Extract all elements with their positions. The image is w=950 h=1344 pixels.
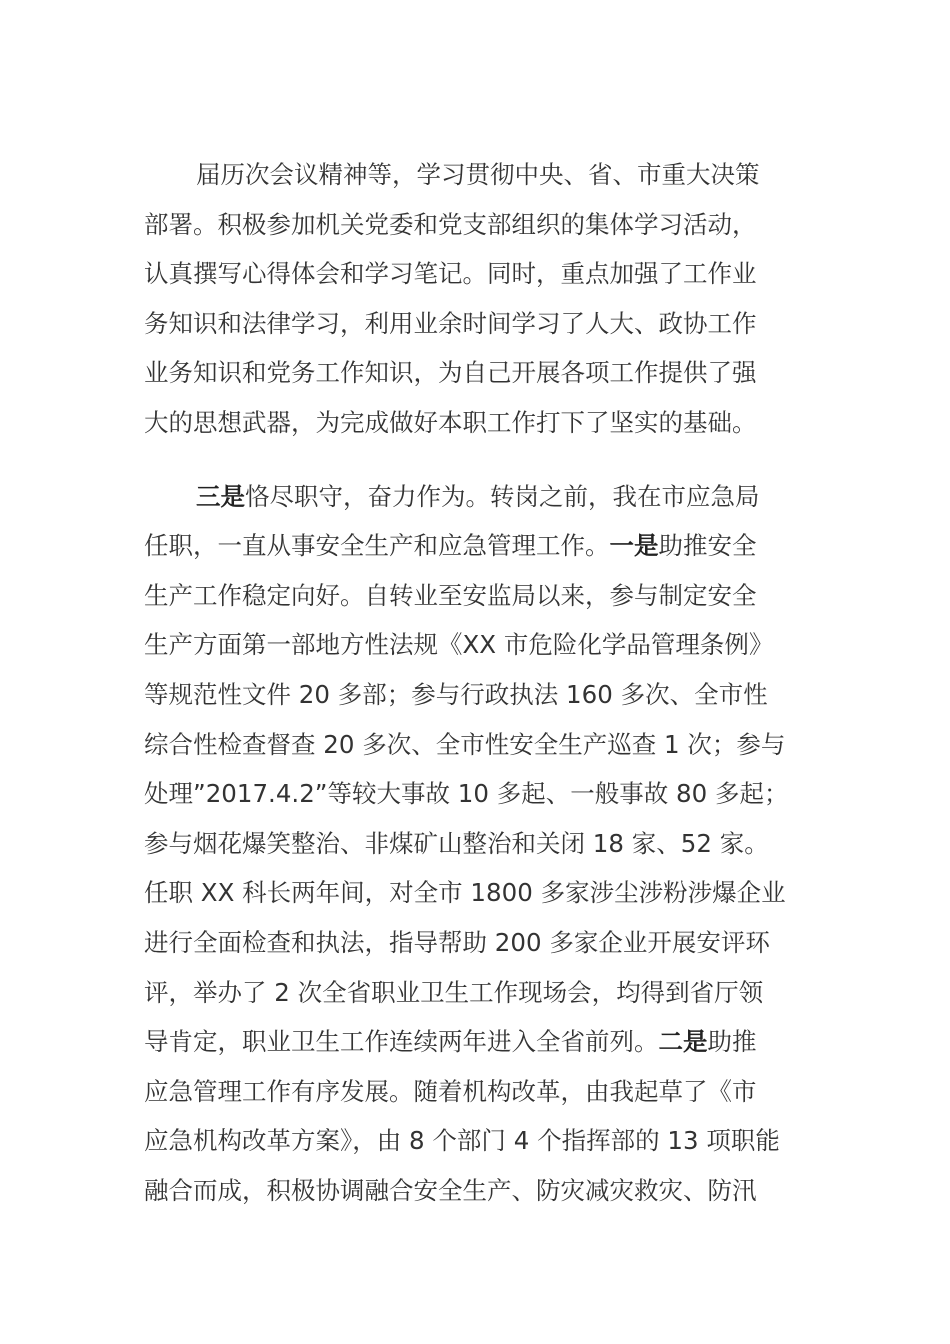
text-segment: 恪尽职守，奋力作为。转岗之前，我在市应急局 — [245, 481, 760, 511]
text-line — [144, 521, 804, 571]
paragraph-study — [144, 150, 804, 448]
text-line: 等规范性文件 20 多部；参与行政执法 160 多次、全市性 — [144, 679, 768, 709]
bold-heading-two: 二是 — [658, 1027, 708, 1057]
text-line: 参与烟花爆笑整治、非煤矿山整治和关闭 18 家、52 家。 — [144, 828, 769, 858]
text-line: 融合而成，积极协调融合安全生产、防灾减灾救灾、防汛 — [144, 1175, 757, 1205]
text-line: 应急机构改革方案》，由 8 个部门 4 个指挥部的 13 项职能 — [144, 1126, 780, 1156]
text-line — [144, 472, 804, 522]
document-body — [144, 150, 804, 1215]
text-line — [144, 1017, 804, 1067]
text-line: 任职 XX 科长两年间，对全市 1800 多家涉尘涉粉涉爆企业 — [144, 878, 786, 908]
text-line: 业务知识和党务工作知识，为自己开展各项工作提供了强 — [144, 358, 757, 388]
text-segment: 助推安全 — [658, 531, 757, 561]
text-segment: 导肯定，职业卫生工作连续两年进入全省前列。 — [144, 1027, 659, 1057]
text-line: 认真撰写心得体会和学习笔记。同时，重点加强了工作业 — [144, 259, 757, 289]
text-line: 处理”2017.4.2”等较大事故 10 多起、一般事故 80 多起； — [144, 779, 789, 809]
text-segment: 任职，一直从事安全生产和应急管理工作。 — [144, 531, 610, 561]
text-line: 进行全面检查和执法，指导帮助 200 多家企业开展安评环 — [144, 927, 770, 957]
text-line: 务知识和法律学习，利用业余时间学习了人大、政协工作 — [144, 308, 757, 338]
bold-heading-one: 一是 — [609, 531, 659, 561]
text-line: 大的思想武器，为完成做好本职工作打下了坚实的基础。 — [144, 407, 757, 437]
text-segment: 助推 — [707, 1027, 757, 1057]
text-line: 部署。积极参加机关党委和党支部组织的集体学习活动， — [144, 209, 757, 239]
text-line: 生产方面第一部地方性法规《XX 市危险化学品管理条例》 — [144, 630, 774, 660]
text-line: 评，举办了 2 次全省职业卫生工作现场会，均得到省厅领 — [144, 977, 764, 1007]
text-line: 生产工作稳定向好。自转业至安监局以来，参与制定安全 — [144, 580, 757, 610]
bold-heading-three: 三是 — [196, 481, 245, 511]
text-line: 综合性检查督查 20 多次、全市性安全生产巡查 1 次；参与 — [144, 729, 786, 759]
paragraph-duty — [144, 472, 804, 1216]
text-line: 应急管理工作有序发展。随着机构改革，由我起草了《市 — [144, 1076, 757, 1106]
text-line: 届历次会议精神等，学习贯彻中央、省、市重大决策 — [196, 160, 760, 189]
